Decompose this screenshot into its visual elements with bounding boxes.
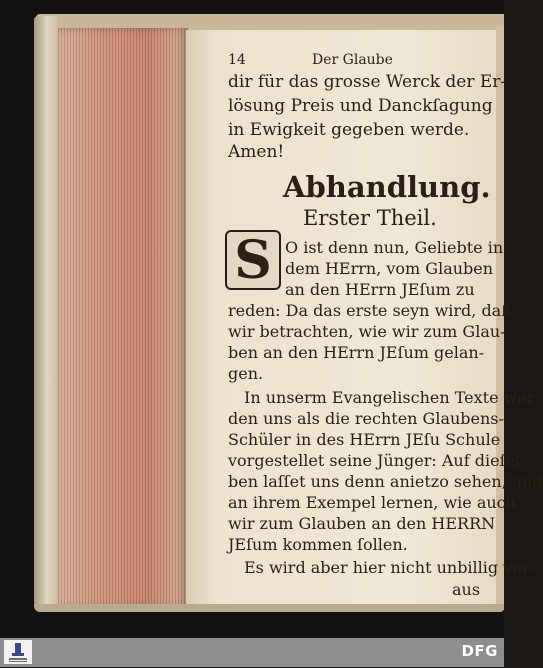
text-line: wir zum Glauben an den HERRN [228,514,496,533]
text-line: lösung Preis und Danckſagung [228,96,493,116]
library-logo-icon[interactable] [4,640,32,664]
text-line: reden: Da das erste seyn wird, daß [228,301,512,320]
catchword: aus [452,580,481,599]
text-line: JEſum kommen ſollen. [228,535,408,554]
text-line: vorgestellet seine Jünger: Auf dieſel- [228,451,526,470]
book-spine [34,16,58,608]
text-line: In unserm Evangelischen Texte wer- [244,388,540,407]
text-line: Es wird aber hier nicht unbillig vor- [244,558,535,577]
text-line: ben an den HErrn JEſum gelan- [228,343,485,362]
running-head: Der Glaube [312,52,393,68]
text-line: dir für das grosse Werck der Er- [228,72,507,92]
text-line: ben laſſet uns denn anietzo sehen, und [228,472,543,491]
text-line: Schüler in des HErrn JEſu Schule [228,430,501,449]
drop-cap-initial: S [225,230,281,290]
text-line: an ihrem Exempel lernen, wie auch [228,493,516,512]
text-line: an den HErrn JEſum zu [285,280,475,299]
page-number: 14 [228,52,246,68]
text-line: wir betrachten, wie wir zum Glau- [228,322,506,341]
text-line: Amen! [228,142,285,162]
page-block-edges [58,28,188,608]
text-line: in Ewigkeit gegeben werde. [228,120,470,140]
section-heading: Abhandlung. [283,170,491,204]
viewer-footer-bar [0,638,504,667]
book-bottom-edge [34,604,504,612]
text-line: dem HErrn, vom Glauben [285,259,494,278]
text-line: gen. [228,364,264,383]
text-line: den uns als die rechten Glaubens- [228,409,504,428]
section-subheading: Erster Theil. [303,206,437,230]
dfg-logo[interactable]: DFG [461,642,498,660]
text-line: O ist denn nun, Geliebte in [285,238,504,257]
